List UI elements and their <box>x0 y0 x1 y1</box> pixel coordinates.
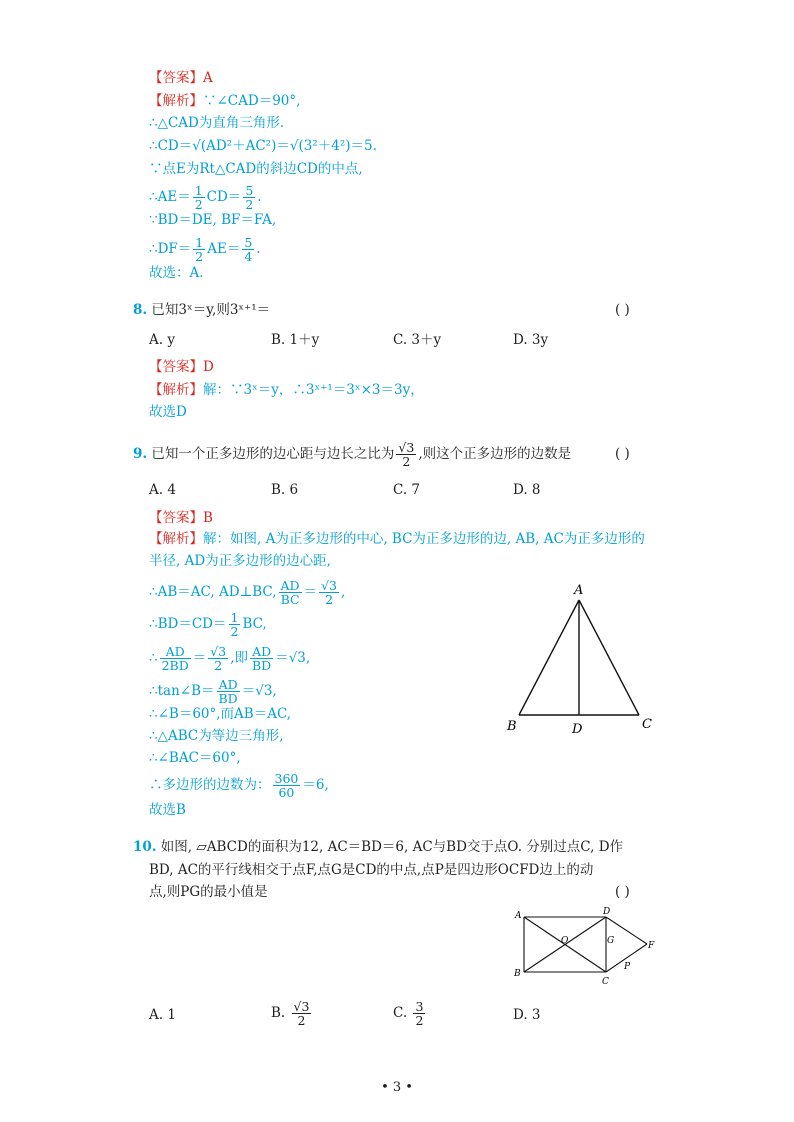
q9-triangle-figure <box>500 578 670 738</box>
label-a: A <box>574 583 584 598</box>
text: ＝√3, <box>275 650 311 666</box>
text: ∴AE＝ <box>149 189 191 205</box>
denominator: 60 <box>278 785 295 800</box>
denominator: 2 <box>245 197 254 212</box>
q10-option-d: D. 3 <box>513 1007 541 1023</box>
text: ∴ <box>149 650 158 666</box>
denominator: 2BD <box>161 658 189 673</box>
page-number: • 3 • <box>381 1080 413 1095</box>
text: ∴AB＝AC, AD⊥BC, <box>149 584 277 600</box>
text: ∴DF＝ <box>149 241 192 257</box>
q7-analysis-line-3: ∴CD＝√(AD²＋AC²)＝√(3²＋4²)＝5. <box>149 138 377 154</box>
numerator: √3 <box>321 578 338 593</box>
denominator: 2 <box>214 658 223 673</box>
q9-analysis-line-11: 故选B <box>149 802 186 818</box>
q10-option-c <box>393 1000 427 1027</box>
q9-option-b: B. 6 <box>271 482 299 498</box>
fraction <box>292 1000 312 1027</box>
numerator: AD <box>217 678 240 692</box>
numerator: 3 <box>415 999 424 1014</box>
text: BC, <box>242 616 267 632</box>
question-text: ,则这个正多边形的边数是 <box>418 446 572 462</box>
q8-option-b: B. 1＋y <box>271 332 320 348</box>
text: ∴多边形的边数为： <box>149 777 271 793</box>
q10-stem-line-3: 点,则PG的最小值是 <box>149 884 268 900</box>
denominator: BD <box>251 658 272 673</box>
denominator: BC <box>280 592 300 607</box>
q10-option-b <box>271 1000 313 1027</box>
fraction <box>193 236 205 263</box>
label-o: O <box>561 936 569 946</box>
fraction <box>279 579 302 606</box>
numerator: AD <box>280 578 300 593</box>
numerator: 5 <box>245 183 254 198</box>
q8-answer-blank: ( ) <box>615 302 630 318</box>
q9-option-c: C. 7 <box>393 482 421 498</box>
q8-option-a: A. y <box>149 332 175 348</box>
text: ∴BD＝CD＝ <box>149 616 227 632</box>
edge-ac <box>579 600 639 715</box>
question-text: 如图, ▱ABCD的面积为12, AC＝BD＝6, AC与BD交于点O. 分别过点C, D作 <box>160 839 624 855</box>
label-a: A <box>515 911 522 921</box>
q10-answer-blank: ( ) <box>615 884 630 900</box>
q7-analysis-line-1 <box>149 92 300 110</box>
denominator: BD <box>218 691 238 706</box>
label-b: B <box>507 719 517 734</box>
q10-option-a: A. 1 <box>149 1007 176 1023</box>
text: . <box>257 189 262 205</box>
q7-analysis-line-8: 故选：A. <box>149 265 204 281</box>
q9-option-a: A. 4 <box>149 482 176 498</box>
text: ＝√3, <box>241 683 277 699</box>
fraction <box>217 678 240 705</box>
numerator: √3 <box>293 999 310 1014</box>
q9-analysis-line-2: 半径, AD为正多边形的边心距, <box>149 553 331 569</box>
answer-value: B <box>203 510 213 526</box>
edge-ab <box>519 600 579 715</box>
q8-stem <box>133 301 270 319</box>
question-text: 已知3ˣ＝y,则3ˣ⁺¹＝ <box>151 302 271 318</box>
denominator: 2 <box>195 249 204 264</box>
denominator: 2 <box>325 592 334 607</box>
q8-analysis-line-1 <box>149 381 424 399</box>
q7-analysis-line-7 <box>149 236 261 263</box>
numerator: 1 <box>195 235 204 250</box>
q9-stem <box>133 441 571 468</box>
option-letter: B. <box>271 1005 286 1021</box>
fraction <box>319 579 339 606</box>
fraction <box>229 611 241 638</box>
q9-analysis-line-10 <box>149 772 329 799</box>
text: , <box>341 584 346 600</box>
denominator: 2 <box>230 624 239 639</box>
analysis-text: 解：如图, A为正多边形的中心, BC为正多边形的边, AB, AC为正多边形的 <box>203 531 645 547</box>
option-letter: C. <box>393 1005 408 1021</box>
label-c: C <box>602 977 609 987</box>
label-g: G <box>607 936 615 946</box>
label-f: F <box>648 941 655 951</box>
numerator: 1 <box>194 183 203 198</box>
q7-analysis-line-2: ∴△CAD为直角三角形. <box>149 115 285 131</box>
text: ＝ <box>303 584 318 600</box>
fraction <box>193 184 205 211</box>
q7-answer-line <box>149 69 213 87</box>
q9-option-d: D. 8 <box>513 482 541 498</box>
q9-analysis-line-9: ∴∠BAC＝60°, <box>149 750 241 766</box>
label-p: P <box>624 962 631 972</box>
q10-parallelogram-figure <box>508 905 668 990</box>
answer-tag: 【答案】 <box>149 510 203 526</box>
q7-analysis-line-6: ∵BD＝DE, BF＝FA, <box>149 212 277 228</box>
label-b: B <box>514 969 521 979</box>
label-d: D <box>603 907 611 917</box>
denominator: 2 <box>415 1013 424 1028</box>
fraction <box>413 1000 425 1027</box>
fraction <box>243 184 255 211</box>
q9-answer-line <box>149 509 213 527</box>
q9-analysis-line-8: ∴△ABC为等边三角形, <box>149 728 284 744</box>
denominator: 2 <box>297 1013 306 1028</box>
text: CD＝ <box>206 189 242 205</box>
answer-value: D <box>203 359 214 375</box>
fraction <box>160 645 191 672</box>
fraction <box>208 645 228 672</box>
q8-option-c: C. 3＋y <box>393 332 442 348</box>
denominator: 2 <box>402 454 411 469</box>
question-number: 10. <box>133 839 157 855</box>
fraction <box>273 772 301 799</box>
fraction <box>242 236 254 263</box>
label-d: D <box>572 722 583 737</box>
text: AE＝ <box>207 241 241 257</box>
q10-stem-line-2: BD, AC的平行线相交于点F,点G是CD的中点,点P是四边形OCFD边上的动 <box>149 862 594 878</box>
q7-analysis-line-5 <box>149 184 262 211</box>
analysis-tag: 【解析】 <box>149 93 203 109</box>
fraction <box>250 645 273 672</box>
fraction <box>396 441 416 468</box>
answer-value: A <box>203 70 213 86</box>
text: . <box>256 241 261 257</box>
numerator: 1 <box>230 610 239 625</box>
q7-analysis-line-4: ∵点E为Rt△CAD的斜边CD的中点, <box>149 161 363 177</box>
denominator: 2 <box>194 197 203 212</box>
q9-analysis-line-4 <box>149 611 267 638</box>
q9-analysis-line-1 <box>149 530 645 548</box>
q9-analysis-line-7: ∴∠B＝60°,而AB＝AC, <box>149 706 292 722</box>
text: ∴tan∠B＝ <box>149 683 215 699</box>
numerator: √3 <box>210 644 227 659</box>
q9-answer-blank: ( ) <box>615 446 630 462</box>
analysis-text: 解：∵3ˣ＝y，∴3ˣ⁺¹＝3ˣ×3＝3y， <box>203 382 424 398</box>
text: ＝6, <box>302 777 329 793</box>
question-number: 8. <box>133 302 148 318</box>
question-number: 9. <box>133 446 148 462</box>
q9-analysis-line-6 <box>149 678 277 705</box>
numerator: AD <box>250 645 273 659</box>
analysis-tag: 【解析】 <box>149 382 203 398</box>
question-text: 已知一个正多边形的边心距与边长之比为 <box>151 446 395 462</box>
answer-tag: 【答案】 <box>149 359 203 375</box>
q10-stem-line-1 <box>133 838 623 856</box>
answer-tag: 【答案】 <box>149 70 203 86</box>
q8-answer-line <box>149 358 214 376</box>
q9-analysis-line-5 <box>149 645 310 672</box>
numerator: AD <box>160 645 191 659</box>
analysis-text: ∵∠CAD＝90°, <box>203 93 301 109</box>
label-c: C <box>642 717 652 732</box>
text: ,即 <box>230 650 248 666</box>
numerator: √3 <box>398 440 415 455</box>
text: ＝ <box>192 650 207 666</box>
q8-option-d: D. 3y <box>513 332 549 348</box>
numerator: 5 <box>244 235 253 250</box>
analysis-tag: 【解析】 <box>149 531 203 547</box>
q9-analysis-line-3 <box>149 579 345 606</box>
denominator: 4 <box>244 249 253 264</box>
numerator: 360 <box>274 771 299 786</box>
q8-analysis-line-2: 故选D <box>149 404 187 420</box>
